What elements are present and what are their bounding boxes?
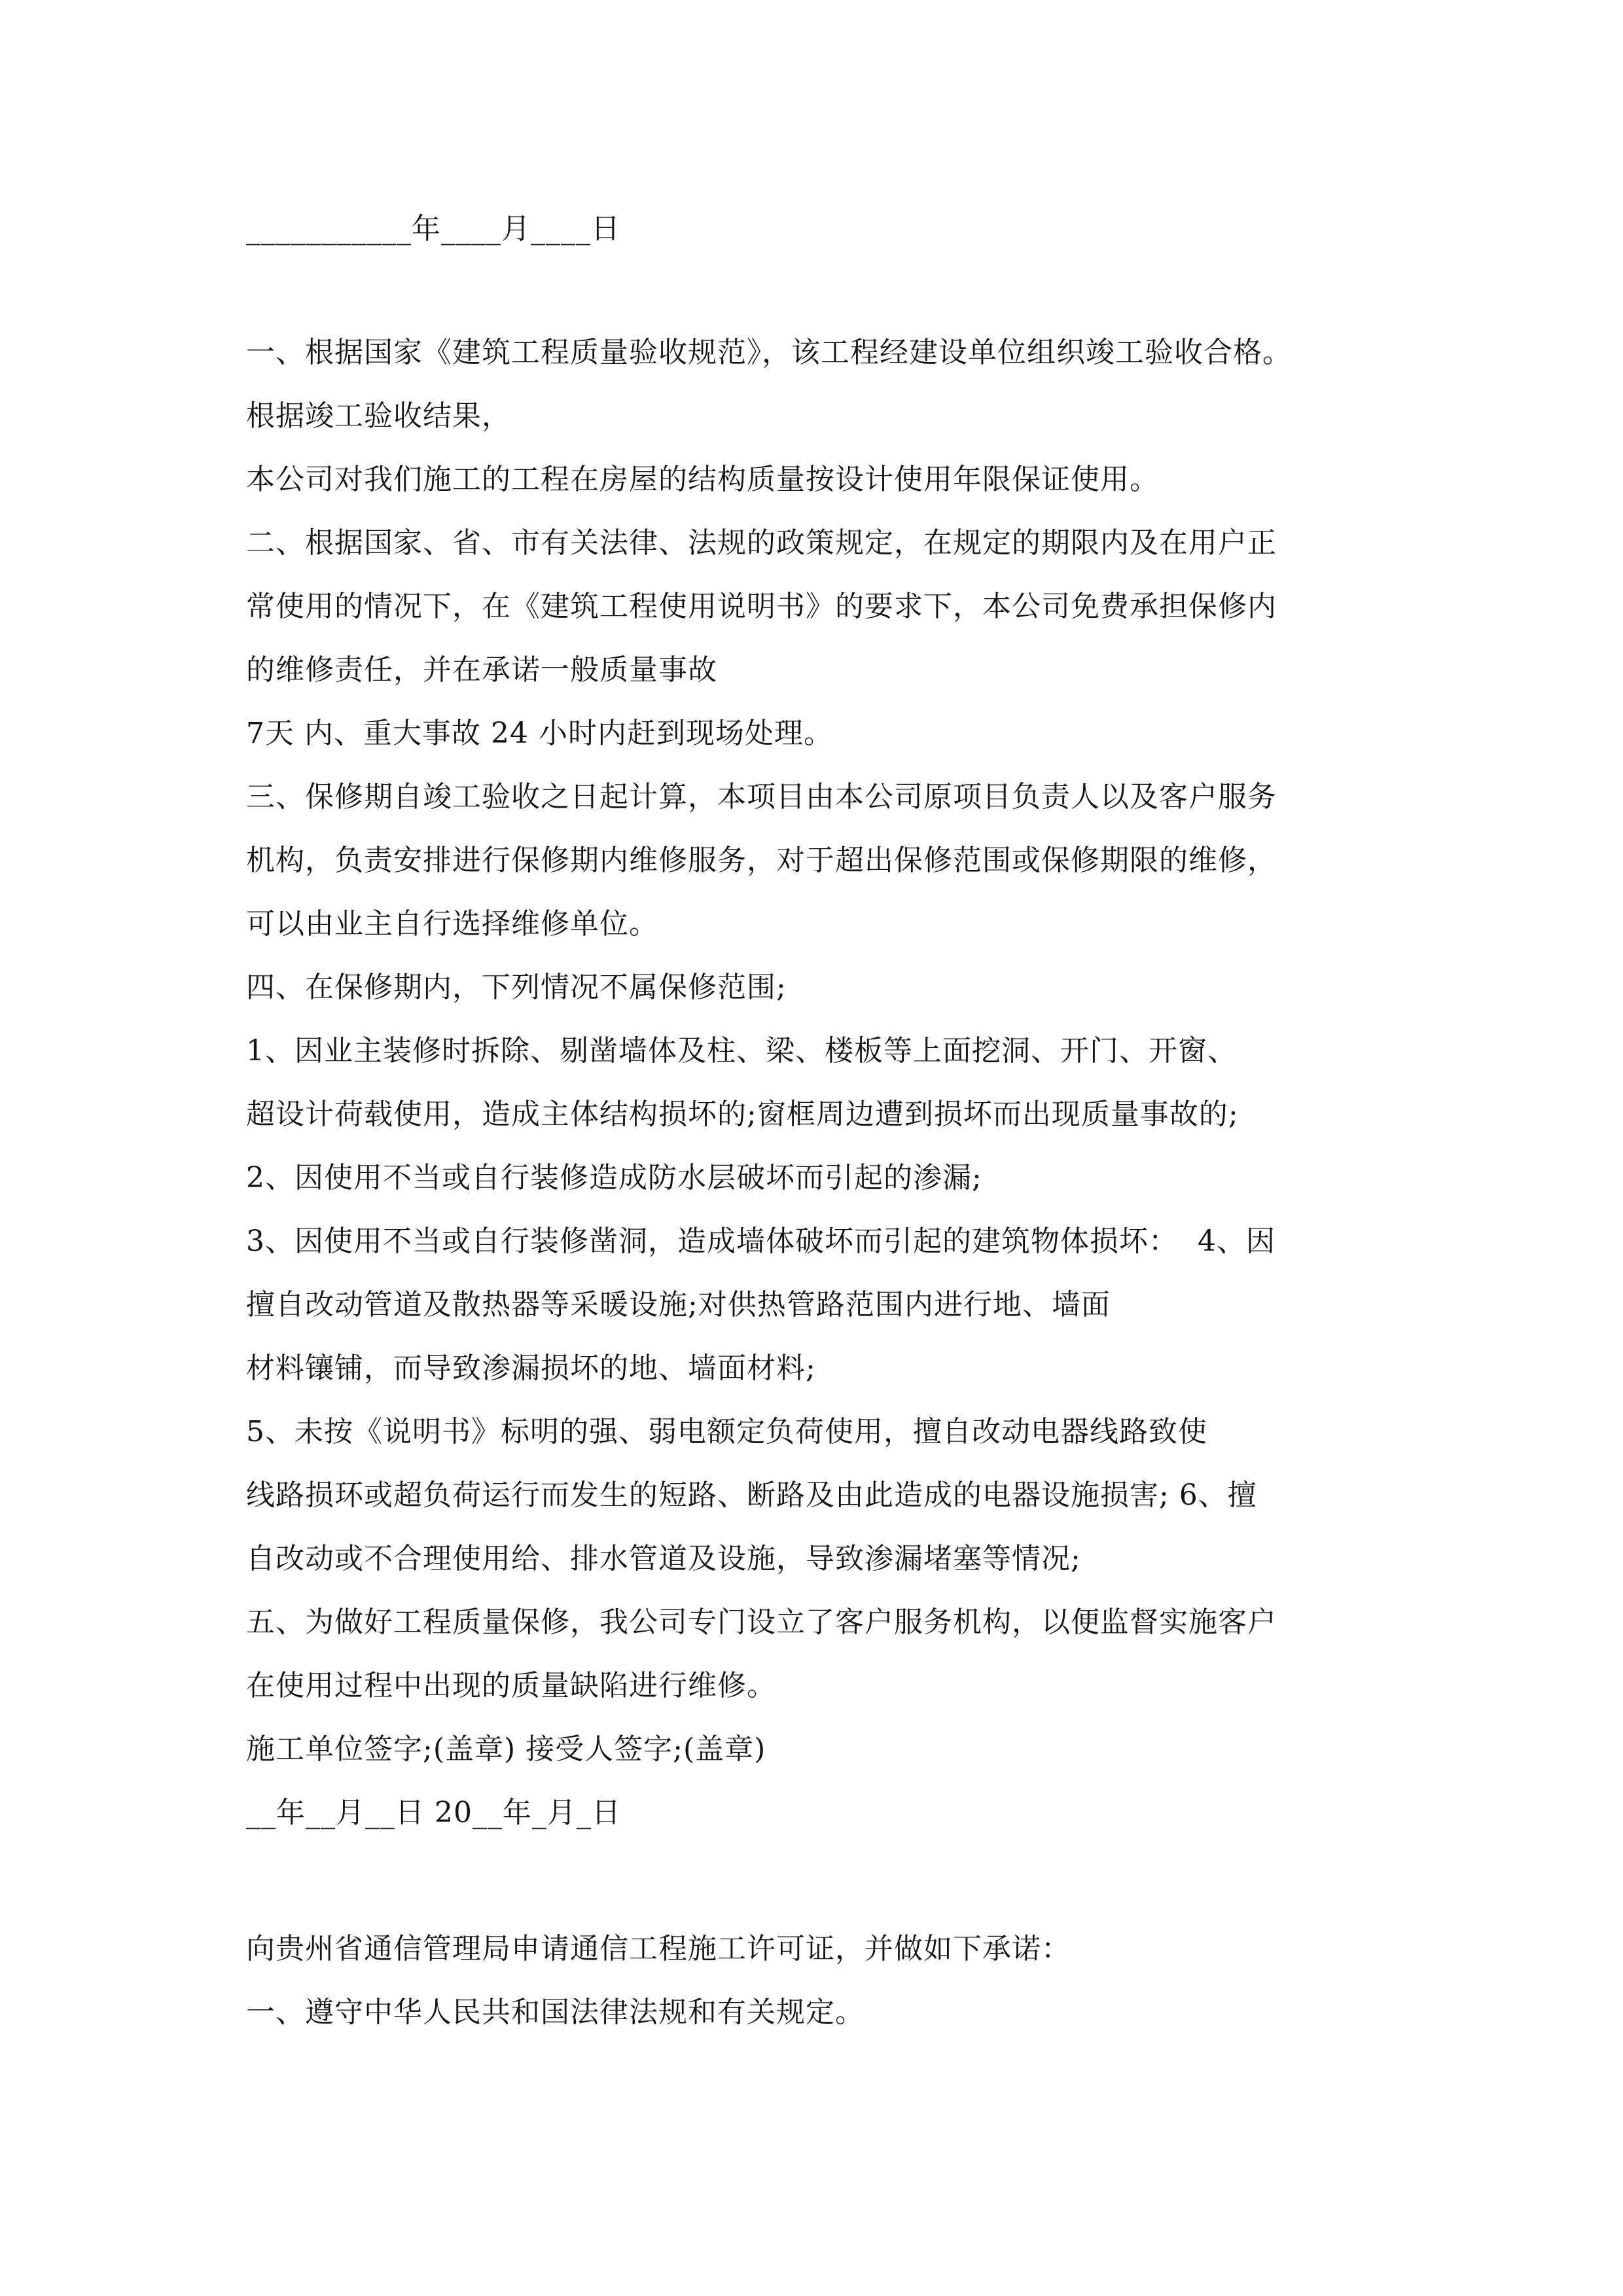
section2-line4: 7天 内、重大事故 24 小时内赶到现场处理。 xyxy=(246,717,833,750)
section2-line3: 的维修责任，并在承诺一般质量事故 xyxy=(246,653,717,687)
second-section-line1: 向贵州省通信管理局申请通信工程施工许可证，并做如下承诺： xyxy=(246,1932,1071,1965)
section5-line1: 五、为做好工程质量保修，我公司专门设立了客户服务机构，以便监督实施客户 xyxy=(246,1605,1277,1639)
signature-date-line: __年__月__日 20__年_月_日 xyxy=(246,1796,621,1829)
section4-line2: 1、因业主装修时拆除、剔凿墙体及柱、梁、楼板等上面挖洞、开门、开窗、 xyxy=(246,1034,1237,1067)
section2-line1: 二、根据国家、省、市有关法律、法规的政策规定，在规定的期限内及在用户正 xyxy=(246,526,1277,560)
section4-line5: 3、因使用不当或自行装修凿洞，造成墙体破坏而引起的建筑物体损坏： 4、因 xyxy=(246,1225,1275,1258)
section3-line3: 可以由业主自行选择维修单位。 xyxy=(246,907,658,941)
section3-line1: 三、保修期自竣工验收之日起计算，本项目由本公司原项目负责人以及客户服务 xyxy=(246,780,1277,814)
date-line: ___________年____月____日 xyxy=(246,212,620,245)
section2-line2: 常使用的情况下，在《建筑工程使用说明书》的要求下，本公司免费承担保修内 xyxy=(246,590,1277,623)
section4-line10: 自改动或不合理使用给、排水管道及设施，导致渗漏堵塞等情况; xyxy=(246,1542,1081,1575)
section1-line1: 一、根据国家《建筑工程质量验收规范》，该工程经建设单位组织竣工验收合格。 xyxy=(246,336,1292,369)
section3-line2: 机构，负责安排进行保修期内维修服务，对于超出保修范围或保修期限的维修， xyxy=(246,844,1277,877)
section4-line1: 四、在保修期内，下列情况不属保修范围; xyxy=(246,971,787,1004)
section4-line7: 材料镶铺，而导致渗漏损坏的地、墙面材料; xyxy=(246,1352,816,1385)
section4-line9: 线路损环或超负荷运行而发生的短路、断路及由此造成的电器设施损害; 6、擅 xyxy=(246,1479,1257,1512)
section4-line4: 2、因使用不当或自行装修造成防水层破坏而引起的渗漏; xyxy=(246,1161,982,1194)
section4-line8: 5、未按《说明书》标明的强、弱电额定负荷使用，擅自改动电器线路致使 xyxy=(246,1415,1207,1448)
section1-line3: 本公司对我们施工的工程在房屋的结构质量按设计使用年限保证使用。 xyxy=(246,463,1159,496)
section1-line2: 根据竣工验收结果， xyxy=(246,399,511,433)
second-section-line2: 一、遵守中华人民共和国法律法规和有关规定。 xyxy=(246,1996,865,2029)
section5-line2: 在使用过程中出现的质量缺陷进行维修。 xyxy=(246,1669,776,1702)
signature-line: 施工单位签字;(盖章) 接受人签字;(盖章) xyxy=(246,1732,766,1766)
section4-line3: 超设计荷载使用，造成主体结构损坏的;窗框周边遭到损坏而出现质量事故的; xyxy=(246,1098,1239,1131)
section4-line6: 擅自改动管道及散热器等采暖设施;对供热管路范围内进行地、墙面 xyxy=(246,1288,1111,1321)
